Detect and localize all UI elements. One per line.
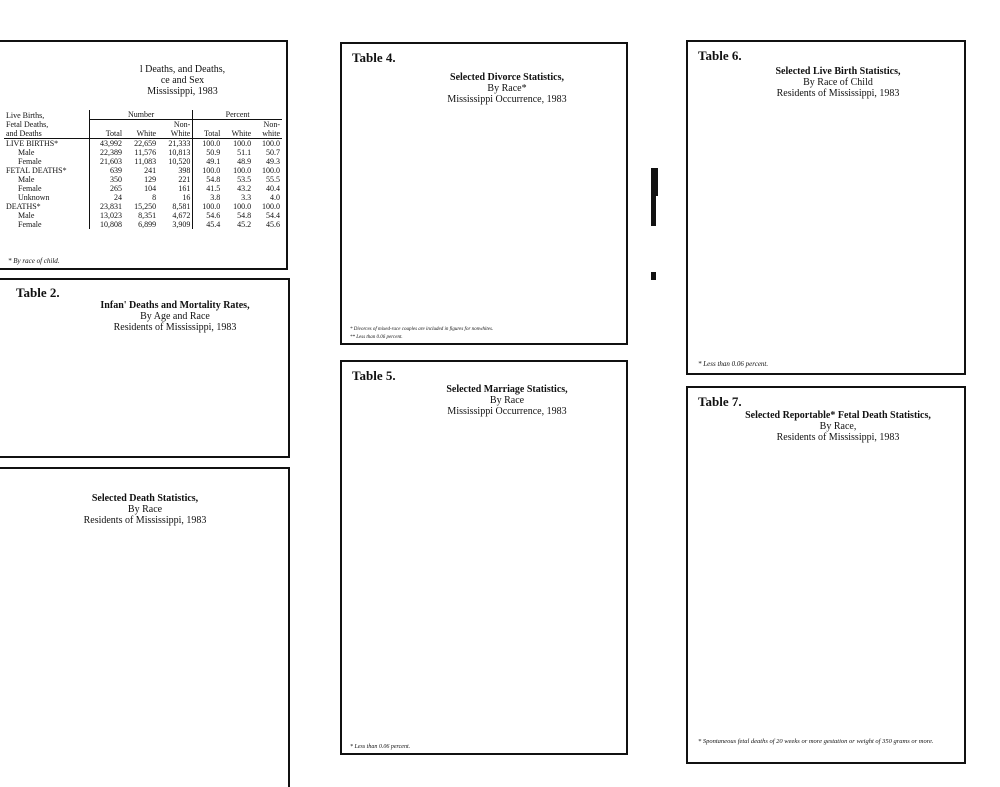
stub-label: Fetal Deaths, bbox=[6, 120, 49, 129]
table-cell: 21,333 bbox=[168, 139, 191, 148]
column-header-text: White bbox=[136, 129, 157, 138]
table-cell: 8 bbox=[152, 193, 157, 202]
table-cell: 50.7 bbox=[266, 148, 280, 157]
table-row bbox=[4, 202, 282, 211]
table-cell: 350 bbox=[89, 175, 124, 184]
column-header-text: white bbox=[262, 129, 280, 138]
table-3-title: Selected Death Statistics, By Race Residents of Mississippi, 1983 bbox=[83, 493, 207, 526]
table-row bbox=[4, 166, 282, 175]
table-6-heading: Table 6. bbox=[698, 48, 742, 63]
table-cell: 3.8 bbox=[193, 193, 222, 202]
table-cell: 45.2 bbox=[237, 220, 252, 229]
table-cell: 398 bbox=[178, 166, 191, 175]
table-6-title: Selected Live Birth Statistics, By Race of Child Residents of Mississippi, 1983 bbox=[775, 66, 901, 99]
table-cell: 54.6 bbox=[193, 211, 222, 220]
row-label: Unknown bbox=[18, 193, 50, 202]
stub-label: and Deaths bbox=[6, 129, 42, 138]
column-header-text: Total bbox=[105, 129, 123, 138]
table-cell: 51.1 bbox=[237, 148, 252, 157]
table-cell: 54.8 bbox=[237, 211, 252, 220]
column-header-text: Non- bbox=[173, 120, 191, 129]
table-cell: 100.0 bbox=[262, 202, 280, 211]
table-cell: 45.4 bbox=[193, 220, 222, 229]
table-cell: 43,992 bbox=[89, 139, 124, 149]
table-cell: 100.0 bbox=[262, 139, 280, 148]
table-cell: 10,813 bbox=[168, 148, 191, 157]
row-label: DEATHS* bbox=[6, 202, 41, 211]
table-cell: 24 bbox=[89, 193, 124, 202]
column-header-text: Non- bbox=[263, 120, 280, 129]
scan-artifact-mark bbox=[651, 272, 656, 280]
table-cell: 639 bbox=[89, 166, 124, 175]
table-cell: 3,909 bbox=[172, 220, 191, 229]
table-cell: 241 bbox=[144, 166, 157, 175]
row-label: FETAL DEATHS* bbox=[6, 166, 67, 175]
table-cell: 54.4 bbox=[266, 211, 280, 220]
table-cell: 21,603 bbox=[89, 157, 124, 166]
column-header bbox=[253, 120, 282, 139]
column-header bbox=[158, 120, 193, 139]
table-4-footnote-2: ** Less than 0.06 percent. bbox=[350, 335, 403, 340]
table-row bbox=[4, 211, 282, 220]
table-6-panel bbox=[686, 40, 966, 375]
table-cell: 16 bbox=[182, 193, 191, 202]
table-cell: 100.0 bbox=[193, 166, 222, 175]
column-header-text: White bbox=[231, 129, 252, 138]
table-cell: 100.0 bbox=[233, 166, 252, 175]
table-cell: 4,672 bbox=[172, 211, 191, 220]
table-cell: 53.5 bbox=[237, 175, 252, 184]
row-label: Male bbox=[18, 148, 35, 157]
table-cell: 23,831 bbox=[89, 202, 124, 211]
table-3-panel bbox=[0, 467, 290, 787]
column-header-text: White bbox=[170, 129, 191, 138]
table-2-panel bbox=[0, 278, 290, 458]
table-1-footnote: * By race of child. bbox=[8, 257, 60, 265]
table-5-panel bbox=[340, 360, 628, 755]
table-cell: 161 bbox=[178, 184, 191, 193]
group-header: Percent bbox=[193, 110, 282, 120]
table-cell: 11,083 bbox=[134, 157, 157, 166]
table-cell: 10,808 bbox=[89, 220, 124, 229]
table-cell: 100.0 bbox=[262, 166, 280, 175]
column-header-text: Total bbox=[203, 129, 221, 138]
table-7-title: Selected Reportable* Fetal Death Statistics, By Race, Residents of Mississippi, 1983 bbox=[745, 410, 931, 443]
column-header bbox=[193, 120, 222, 139]
table-cell: 49.3 bbox=[266, 157, 280, 166]
table-cell: 221 bbox=[178, 175, 191, 184]
table-row bbox=[4, 148, 282, 157]
table-cell: 265 bbox=[89, 184, 124, 193]
table-cell: 54.8 bbox=[193, 175, 222, 184]
table-cell: 48.9 bbox=[237, 157, 252, 166]
row-label: Male bbox=[18, 175, 35, 184]
table-cell: 15,250 bbox=[134, 202, 157, 211]
table-4-title: Selected Divorce Statistics, By Race* Mississippi Occurrence, 1983 bbox=[447, 72, 567, 105]
table-cell: 50.9 bbox=[193, 148, 222, 157]
table-cell: 100.0 bbox=[233, 139, 252, 148]
table-4-panel bbox=[340, 42, 628, 345]
table-cell: 100.0 bbox=[193, 202, 222, 211]
row-label: Female bbox=[18, 184, 42, 193]
table-1-panel bbox=[0, 40, 288, 270]
table-cell: 8,581 bbox=[172, 202, 191, 211]
table-5-heading: Table 5. bbox=[352, 368, 396, 383]
table-cell: 22,659 bbox=[134, 139, 157, 148]
table-cell: 100.0 bbox=[233, 202, 252, 211]
table-cell: 22,389 bbox=[89, 148, 124, 157]
row-label: Female bbox=[18, 220, 42, 229]
header-row bbox=[4, 110, 282, 120]
table-7-heading: Table 7. bbox=[698, 394, 742, 409]
table-row bbox=[4, 184, 282, 193]
scan-artifact-mark bbox=[651, 190, 656, 226]
table-cell: 11,576 bbox=[134, 148, 157, 157]
table-cell: 104 bbox=[144, 184, 157, 193]
table-row bbox=[4, 139, 282, 149]
table-cell: 3.3 bbox=[241, 193, 252, 202]
table-cell: 13,023 bbox=[89, 211, 124, 220]
table-1 bbox=[4, 110, 282, 229]
table-4-footnote-1: * Divorces of mixed-race couples are included in figures for nonwhites. bbox=[350, 327, 494, 332]
table-7-footnote: * Spontaneous fetal deaths of 20 weeks or more gestation or weight of 350 grams or more. bbox=[698, 738, 934, 745]
stub-header bbox=[4, 110, 89, 139]
table-cell: 55.5 bbox=[266, 175, 280, 184]
table-cell: 41.5 bbox=[193, 184, 222, 193]
table-5-footnote: * Less than 0.06 percent. bbox=[350, 744, 411, 750]
table-4-heading: Table 4. bbox=[352, 50, 396, 65]
group-header: Number bbox=[89, 110, 193, 120]
table-5-title: Selected Marriage Statistics, By Race Mississippi Occurrence, 1983 bbox=[446, 384, 568, 417]
table-cell: 8,351 bbox=[138, 211, 157, 220]
column-header bbox=[89, 120, 124, 139]
stub-label: Live Births, bbox=[6, 111, 45, 120]
table-2-heading: Table 2. bbox=[16, 285, 60, 300]
table-cell: 129 bbox=[144, 175, 157, 184]
table-row bbox=[4, 193, 282, 202]
table-row bbox=[4, 157, 282, 166]
table-row bbox=[4, 175, 282, 184]
table-6-footnote: * Less than 0.06 percent. bbox=[698, 360, 769, 368]
table-row bbox=[4, 220, 282, 229]
table-cell: 10,520 bbox=[168, 157, 191, 166]
row-label: Female bbox=[18, 157, 42, 166]
column-header bbox=[222, 120, 253, 139]
table-cell: 45.6 bbox=[266, 220, 280, 229]
table-cell: 6,899 bbox=[138, 220, 157, 229]
table-1-title: l Deaths, and Deaths, ce and Sex Mississippi, 1983 bbox=[139, 64, 226, 97]
table-cell: 100.0 bbox=[193, 139, 222, 149]
table-cell: 40.4 bbox=[266, 184, 280, 193]
table-2-title: Infan' Deaths and Mortality Rates, By Age and Race Residents of Mississippi, 1983 bbox=[100, 300, 250, 333]
column-header bbox=[124, 120, 158, 139]
table-cell: 43.2 bbox=[237, 184, 252, 193]
table-7-panel bbox=[686, 386, 966, 764]
table-cell: 49.1 bbox=[193, 157, 222, 166]
row-label: Male bbox=[18, 211, 35, 220]
row-label: LIVE BIRTHS* bbox=[6, 139, 59, 148]
table-cell: 4.0 bbox=[270, 193, 280, 202]
